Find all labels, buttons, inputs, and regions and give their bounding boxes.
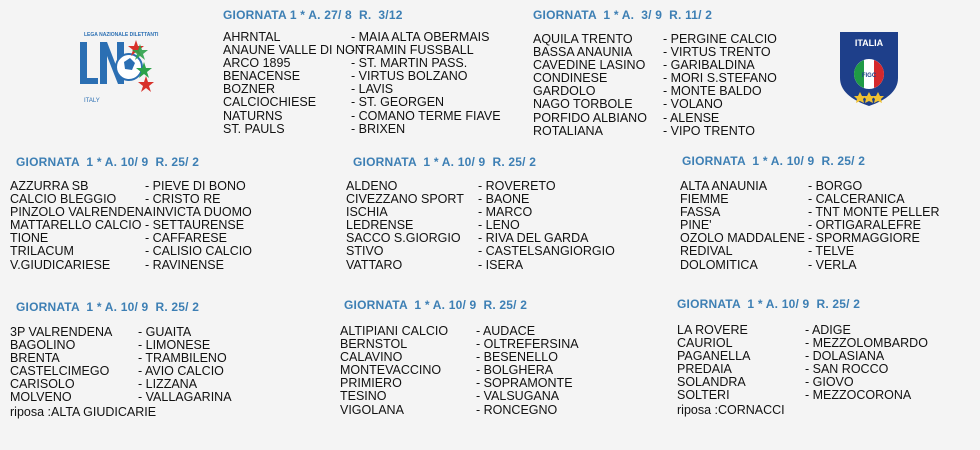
round-heading: GIORNATA 1 * A. 27/ 8 R. 3/12 bbox=[223, 8, 403, 22]
home-team: TIONE bbox=[10, 231, 49, 246]
fixture-row bbox=[533, 98, 777, 111]
away-team: - MARCO bbox=[478, 205, 533, 220]
home-team: CALCIOCHIESE bbox=[223, 95, 317, 110]
home-team: ALDENO bbox=[346, 179, 398, 193]
home-team: CONDINESE bbox=[533, 71, 608, 86]
home-team: TESINO bbox=[340, 389, 387, 404]
home-team: BRENTA bbox=[10, 351, 60, 366]
fixture-row bbox=[223, 96, 501, 109]
home-team: PAGANELLA bbox=[677, 349, 751, 364]
fixture-list bbox=[680, 180, 940, 272]
away-team: - CAFFARESE bbox=[145, 231, 227, 246]
away-team: - ST. GEORGEN bbox=[351, 95, 445, 110]
away-team: - BOLGHERA bbox=[476, 363, 554, 378]
away-team: - CRISTO RE bbox=[145, 192, 221, 207]
lnd-caption: LEGA NAZIONALE DILETTANTI bbox=[84, 32, 159, 38]
away-team: - VOLANO bbox=[663, 97, 723, 112]
away-team: - MEZZOCORONA bbox=[805, 388, 912, 403]
fixture-row bbox=[223, 123, 501, 136]
away-team: - ISERA bbox=[478, 257, 524, 272]
away-team: - CALCERANICA bbox=[808, 192, 905, 207]
home-team: FASSA bbox=[680, 205, 721, 220]
away-team: - SETTAURENSE bbox=[145, 218, 245, 233]
away-team: - INVICTA DUOMO bbox=[145, 205, 252, 220]
lnd-logo bbox=[74, 22, 160, 112]
figc-badge: FIGC bbox=[861, 73, 877, 79]
away-team: - SAN ROCCO bbox=[805, 362, 889, 377]
away-team: - ORTIGARALEFRE bbox=[808, 218, 921, 233]
round-heading: GIORNATA 1 * A. 10/ 9 R. 25/ 2 bbox=[682, 154, 866, 168]
fixture-row bbox=[10, 391, 232, 404]
away-team: - ROVERETO bbox=[478, 179, 556, 193]
home-team: ROTALIANA bbox=[533, 123, 603, 138]
round-heading: GIORNATA 1 * A. 10/ 9 R. 25/ 2 bbox=[16, 300, 200, 314]
home-team: BAGOLINO bbox=[10, 338, 76, 353]
fixture-row bbox=[223, 110, 501, 123]
round-heading: GIORNATA 1 * A. 10/ 9 R. 25/ 2 bbox=[677, 297, 861, 311]
home-team: VIGOLANA bbox=[340, 402, 404, 417]
home-team: LEDRENSE bbox=[346, 218, 414, 233]
away-team: - VALSUGANA bbox=[476, 389, 560, 404]
home-team: GARDOLO bbox=[533, 84, 596, 99]
home-team: CALAVINO bbox=[340, 350, 403, 365]
figc-logo bbox=[838, 30, 900, 108]
away-team: - CALISIO CALCIO bbox=[145, 244, 252, 259]
away-team: - VIRTUS BOLZANO bbox=[351, 69, 468, 84]
away-team: - TNT MONTE PELLER bbox=[808, 205, 940, 220]
home-team: CAURIOL bbox=[677, 336, 733, 351]
away-team: - GARIBALDINA bbox=[663, 58, 755, 73]
away-team: - GIOVO bbox=[805, 375, 854, 390]
away-team: - ST. MARTIN PASS. bbox=[351, 56, 468, 71]
away-team: - TRAMBILENO bbox=[138, 351, 227, 366]
away-team: - TELVE bbox=[808, 244, 855, 259]
away-team: - COMANO TERME FIAVE bbox=[351, 108, 501, 123]
home-team: REDIVAL bbox=[680, 244, 733, 259]
round-heading: GIORNATA 1 * A. 10/ 9 R. 25/ 2 bbox=[16, 155, 200, 169]
home-team: ISCHIA bbox=[346, 205, 388, 220]
fixture-row bbox=[677, 389, 928, 402]
home-team: 3P VALRENDENA bbox=[10, 325, 113, 339]
home-team: NATURNS bbox=[223, 108, 283, 123]
fixture-row bbox=[340, 404, 579, 417]
away-team: - AVIO CALCIO bbox=[138, 364, 224, 379]
away-team: - MAIA ALTA OBERMAIS bbox=[351, 30, 490, 44]
fixture-list bbox=[340, 325, 579, 417]
home-team: LA ROVERE bbox=[677, 323, 748, 337]
away-team: - SOPRAMONTE bbox=[476, 376, 573, 391]
home-team: ST. PAULS bbox=[223, 121, 285, 136]
home-team: STIVO bbox=[346, 244, 384, 259]
away-team: - PERGINE CALCIO bbox=[663, 32, 777, 46]
fixture-row bbox=[340, 390, 579, 403]
figc-country: ITALIA bbox=[854, 38, 884, 48]
away-team: - BORGO bbox=[808, 179, 863, 193]
away-team: - VIRTUS TRENTO bbox=[663, 45, 771, 60]
fixture-row bbox=[533, 112, 777, 125]
fixture-list bbox=[223, 31, 501, 136]
home-team: MATTARELLO CALCIO bbox=[10, 218, 142, 233]
away-team: - AUDACE bbox=[476, 324, 536, 338]
away-team: - LIMONESE bbox=[138, 338, 211, 353]
away-team: - RAVINENSE bbox=[145, 257, 224, 272]
home-team: OZOLO MADDALENE bbox=[680, 231, 806, 246]
away-team: - BAONE bbox=[478, 192, 530, 207]
away-team: - OLTREFERSINA bbox=[476, 337, 579, 352]
away-team: - SPORMAGGIORE bbox=[808, 231, 920, 246]
home-team: AQUILA TRENTO bbox=[533, 32, 633, 46]
home-team: ALTIPIANI CALCIO bbox=[340, 324, 449, 338]
home-team: CALCIO BLEGGIO bbox=[10, 192, 117, 207]
fixture-row bbox=[346, 245, 615, 258]
home-team: BASSA ANAUNIA bbox=[533, 45, 633, 60]
home-team: CAVEDINE LASINO bbox=[533, 58, 646, 73]
fixture-list bbox=[677, 324, 928, 403]
home-team: ANAUNE VALLE DI NON bbox=[223, 43, 364, 58]
fixture-row bbox=[533, 125, 777, 138]
away-team: - GUAITA bbox=[138, 325, 192, 339]
home-team: PINE' bbox=[680, 218, 712, 233]
home-team: PINZOLO VALRENDENA bbox=[10, 205, 153, 220]
home-team: MOLVENO bbox=[10, 390, 72, 405]
home-team: VATTARO bbox=[346, 257, 403, 272]
home-team: SOLTERI bbox=[677, 388, 730, 403]
rest-team-note: riposa :CORNACCI bbox=[677, 402, 785, 417]
home-team: TRILACUM bbox=[10, 244, 74, 259]
round-heading: GIORNATA 1 * A. 10/ 9 R. 25/ 2 bbox=[353, 155, 537, 169]
away-team: - VALLAGARINA bbox=[138, 390, 232, 405]
home-team: V.GIUDICARIESE bbox=[10, 257, 111, 272]
away-team: - LIZZANA bbox=[138, 377, 198, 392]
away-team: - LENO bbox=[478, 218, 520, 233]
away-team: - BESENELLO bbox=[476, 350, 558, 365]
lnd-country: ITALY bbox=[84, 98, 100, 104]
home-team: DOLOMITICA bbox=[680, 257, 758, 272]
home-team: CIVEZZANO SPORT bbox=[346, 192, 464, 207]
away-team: - VIPO TRENTO bbox=[663, 123, 755, 138]
home-team: ARCO 1895 bbox=[223, 56, 291, 71]
away-team: - PIEVE DI BONO bbox=[145, 179, 246, 193]
home-team: MONTEVACCINO bbox=[340, 363, 442, 378]
fixture-row bbox=[346, 259, 615, 272]
away-team: - MEZZOLOMBARDO bbox=[805, 336, 928, 351]
rest-team-note: riposa :ALTA GIUDICARIE bbox=[10, 404, 157, 419]
round-heading: GIORNATA 1 * A. 10/ 9 R. 25/ 2 bbox=[344, 298, 528, 312]
away-team: - BRIXEN bbox=[351, 121, 406, 136]
away-team: - LAVIS bbox=[351, 82, 394, 97]
fixture-row bbox=[10, 259, 252, 272]
fixture-row bbox=[680, 259, 940, 272]
home-team: SACCO S.GIORGIO bbox=[346, 231, 461, 246]
home-team: ALTA ANAUNIA bbox=[680, 179, 768, 193]
fixture-row bbox=[10, 245, 252, 258]
home-team: PREDAIA bbox=[677, 362, 732, 377]
away-team: - MORI S.STEFANO bbox=[663, 71, 777, 86]
away-team: - MONTE BALDO bbox=[663, 84, 762, 99]
home-team: AHRNTAL bbox=[223, 30, 281, 44]
home-team: FIEMME bbox=[680, 192, 729, 207]
fixture-list bbox=[533, 33, 777, 138]
away-team: - DOLASIANA bbox=[805, 349, 885, 364]
away-team: - ADIGE bbox=[805, 323, 851, 337]
fixture-list bbox=[346, 180, 615, 272]
home-team: AZZURRA SB bbox=[10, 179, 89, 193]
away-team: - VERLA bbox=[808, 257, 857, 272]
home-team: BERNSTOL bbox=[340, 337, 408, 352]
home-team: BENACENSE bbox=[223, 69, 301, 84]
home-team: PRIMIERO bbox=[340, 376, 402, 391]
away-team: - RONCEGNO bbox=[476, 402, 558, 417]
fixture-row bbox=[680, 245, 940, 258]
home-team: PORFIDO ALBIANO bbox=[533, 110, 647, 125]
round-heading: GIORNATA 1 * A. 3/ 9 R. 11/ 2 bbox=[533, 8, 713, 22]
home-team: NAGO TORBOLE bbox=[533, 97, 633, 112]
fixture-list bbox=[10, 180, 252, 272]
away-team: - TRAMIN FUSSBALL bbox=[351, 43, 474, 58]
home-team: SOLANDRA bbox=[677, 375, 746, 390]
away-team: - ALENSE bbox=[663, 110, 720, 125]
away-team: - RIVA DEL GARDA bbox=[478, 231, 589, 246]
fixture-list bbox=[10, 326, 232, 405]
home-team: CASTELCIMEGO bbox=[10, 364, 110, 379]
away-team: - CASTELSANGIORGIO bbox=[478, 244, 615, 259]
home-team: CARISOLO bbox=[10, 377, 75, 392]
home-team: BOZNER bbox=[223, 82, 276, 97]
